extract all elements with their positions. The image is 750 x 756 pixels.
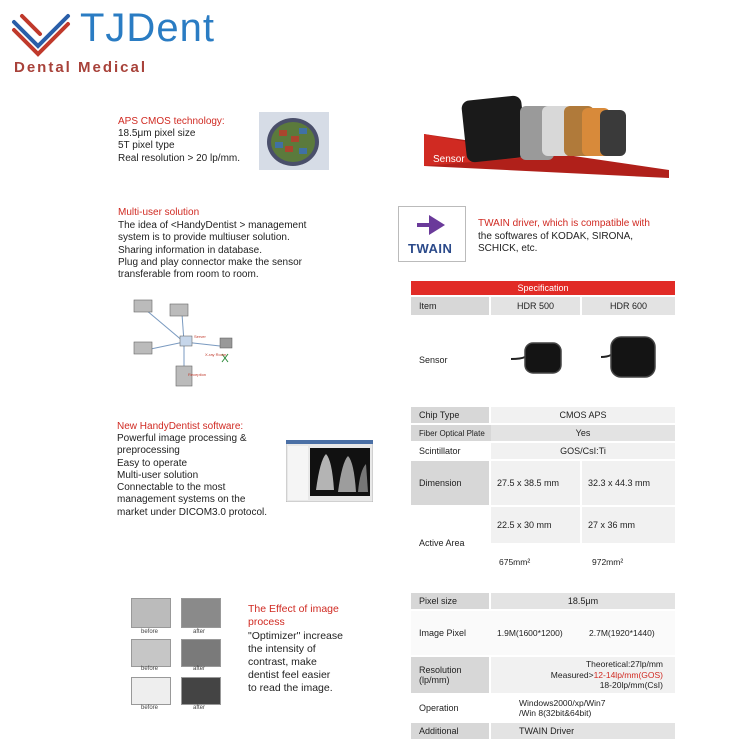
software-line: management systems on the bbox=[117, 494, 246, 506]
network-label-server: Server bbox=[194, 334, 206, 339]
spec-resolution-theoretical: Theoretical:27lp/mm bbox=[585, 659, 663, 670]
spec-additional-label: Additional bbox=[411, 723, 489, 739]
spec-image-pixel-label: Image Pixel bbox=[419, 628, 467, 638]
optimizer-title-line: The Effect of image bbox=[248, 603, 339, 615]
after-image-2 bbox=[181, 639, 221, 667]
hdr600-sensor-image bbox=[599, 335, 675, 383]
software-line: Connectable to the most bbox=[117, 482, 226, 494]
spec-chip-label: Chip Type bbox=[411, 407, 489, 423]
before-image-1 bbox=[131, 598, 171, 628]
logo-subtitle: Dental Medical bbox=[14, 59, 148, 76]
multiuser-line: system is to provide multiuser solution. bbox=[118, 232, 290, 244]
spec-scintillator-label: Scintillator bbox=[411, 443, 489, 459]
optimizer-lines bbox=[248, 630, 343, 695]
spec-image-pixel-hdr500: 1.9M(1600*1200) bbox=[497, 628, 563, 638]
software-line: Multi-user solution bbox=[117, 469, 199, 481]
after-caption: after bbox=[193, 629, 206, 635]
spec-active-area-hdr600: 27 x 36 mm bbox=[582, 507, 675, 543]
spec-resolution-label-line: (lp/mm) bbox=[419, 675, 450, 685]
hdr500-sensor-image bbox=[509, 339, 589, 379]
after-caption: after bbox=[193, 705, 206, 711]
spec-title: Specification bbox=[517, 283, 569, 293]
spec-active-area-hdr500-mm2: 675mm² bbox=[499, 557, 531, 567]
spec-chip-value: CMOS APS bbox=[491, 407, 675, 423]
optimizer-line: dentist feel easier bbox=[248, 669, 331, 681]
multiuser-line: Plug and play connector make the sensor bbox=[118, 256, 302, 268]
multiuser-title: Multi-user solution bbox=[118, 207, 200, 218]
spec-resolution-label-line: Resolution bbox=[419, 665, 462, 675]
multiuser-line: The idea of <HandyDentist > management bbox=[118, 220, 307, 231]
software-line: preprocessing bbox=[117, 445, 180, 457]
spec-pixel-size-label: Pixel size bbox=[411, 593, 489, 609]
spec-active-area-row bbox=[411, 507, 675, 579]
spec-image-pixel-row bbox=[411, 611, 675, 655]
software-line: Powerful image processing & bbox=[117, 433, 247, 444]
spec-dimension-hdr500: 27.5 x 38.5 mm bbox=[491, 461, 580, 505]
before-caption: before bbox=[141, 666, 159, 672]
optimizer-line: the intensity of bbox=[248, 643, 316, 655]
spec-resolution-measured-prefix: Measured> bbox=[550, 669, 594, 680]
twain-line: TWAIN driver, which is compatible with bbox=[478, 218, 650, 229]
sensor-banner-label: Sensor bbox=[433, 154, 465, 165]
spec-pixel-size-value: 18.5μm bbox=[491, 593, 675, 609]
spec-fiber-row bbox=[411, 425, 675, 441]
after-image-3 bbox=[181, 677, 221, 705]
after-image-1 bbox=[181, 598, 221, 628]
spec-resolution-measured-value: 12-14lp/mm(GOS) bbox=[593, 669, 663, 680]
spec-title-bar bbox=[411, 281, 675, 295]
twain-logo bbox=[398, 206, 466, 262]
spec-dimension-row bbox=[411, 461, 675, 505]
spec-active-area-hdr500: 22.5 x 30 mm bbox=[491, 507, 580, 543]
spec-resolution-row bbox=[411, 657, 675, 693]
spec-operation-label: Operation bbox=[419, 703, 459, 713]
before-caption: before bbox=[141, 629, 159, 635]
before-caption: before bbox=[141, 705, 159, 711]
spec-scintillator-row bbox=[411, 443, 675, 459]
spec-resolution-label bbox=[411, 657, 489, 693]
spec-dimension-label: Dimension bbox=[411, 461, 489, 505]
spec-sensor-row bbox=[411, 317, 675, 403]
cmos-lines bbox=[118, 128, 240, 165]
before-image-2 bbox=[131, 639, 171, 667]
software-line: Easy to operate bbox=[117, 457, 188, 469]
spec-resolution-value bbox=[491, 657, 675, 693]
spec-pixel-size-row bbox=[411, 593, 675, 609]
spec-header-hdr500: HDR 500 bbox=[491, 297, 580, 315]
network-label-reception: Reception bbox=[188, 372, 207, 377]
multiuser-line: transferable from room to room. bbox=[118, 269, 259, 281]
specification-table bbox=[411, 281, 675, 741]
software-lines bbox=[117, 433, 267, 519]
sensor-banner bbox=[424, 92, 669, 180]
cmos-wafer-image bbox=[259, 112, 329, 170]
optimizer-title-line: process bbox=[248, 616, 285, 628]
twain-line: the softwares of KODAK, SIRONA, bbox=[478, 230, 634, 242]
spec-fiber-label: Fiber Optical Plate bbox=[411, 425, 491, 441]
optimizer-line: to read the image. bbox=[248, 682, 333, 694]
optimizer-line: contrast, make bbox=[248, 656, 317, 668]
software-screenshot bbox=[286, 440, 373, 502]
before-image-3 bbox=[131, 677, 171, 705]
optimizer-line: "Optimizer" increase bbox=[248, 630, 343, 642]
spec-fiber-value: Yes bbox=[491, 425, 675, 441]
logo-stripes-icon bbox=[10, 8, 72, 58]
twain-line: SCHICK, etc. bbox=[478, 243, 538, 254]
spec-active-area-hdr600-mm2: 972mm² bbox=[592, 557, 624, 567]
cmos-line: 5T pixel type bbox=[118, 140, 175, 152]
spec-operation-line: /Win 8(32bit&64bit) bbox=[519, 708, 592, 718]
optimizer-title bbox=[248, 603, 339, 629]
spec-header-hdr600: HDR 600 bbox=[582, 297, 675, 315]
spec-additional-value: TWAIN Driver bbox=[491, 723, 675, 739]
spec-image-pixel-hdr600: 2.7M(1920*1440) bbox=[589, 628, 655, 638]
spec-operation-line: Windows2000/xp/Win7 bbox=[519, 697, 606, 708]
spec-header-row bbox=[411, 297, 675, 315]
spec-additional-row bbox=[411, 723, 675, 739]
spec-scintillator-value: GOS/CsI:Ti bbox=[491, 443, 675, 459]
spec-sensor-label: Sensor bbox=[419, 355, 448, 365]
twain-arrow-icon bbox=[415, 211, 449, 239]
network-label-xray: X-ray Room bbox=[205, 352, 227, 357]
logo-brand: TJDent bbox=[80, 6, 215, 50]
cmos-title: APS CMOS technology: bbox=[118, 116, 225, 127]
spec-operation-value bbox=[519, 695, 675, 721]
spec-resolution-measured bbox=[551, 670, 663, 681]
multiuser-line: Sharing information in database. bbox=[118, 244, 262, 256]
cmos-line: 18.5μm pixel size bbox=[118, 128, 196, 139]
twain-badge-text: TWAIN bbox=[408, 241, 453, 256]
spec-header-item: Item bbox=[411, 297, 489, 315]
twain-text bbox=[478, 218, 650, 256]
software-line: market under DICOM3.0 protocol. bbox=[117, 506, 268, 518]
software-title: New HandyDentist software: bbox=[117, 421, 244, 432]
spec-dimension-hdr600: 32.3 x 44.3 mm bbox=[582, 461, 675, 505]
spec-operation-row bbox=[411, 695, 675, 721]
cmos-line: Real resolution > 20 lp/mm. bbox=[118, 152, 241, 164]
spec-active-area-label: Active Area bbox=[419, 538, 465, 548]
multiuser-lines bbox=[118, 220, 306, 281]
after-caption: after bbox=[193, 666, 206, 672]
spec-resolution-csi: 18-20lp/mm(CsI) bbox=[599, 680, 663, 691]
spec-chip-row bbox=[411, 407, 675, 423]
